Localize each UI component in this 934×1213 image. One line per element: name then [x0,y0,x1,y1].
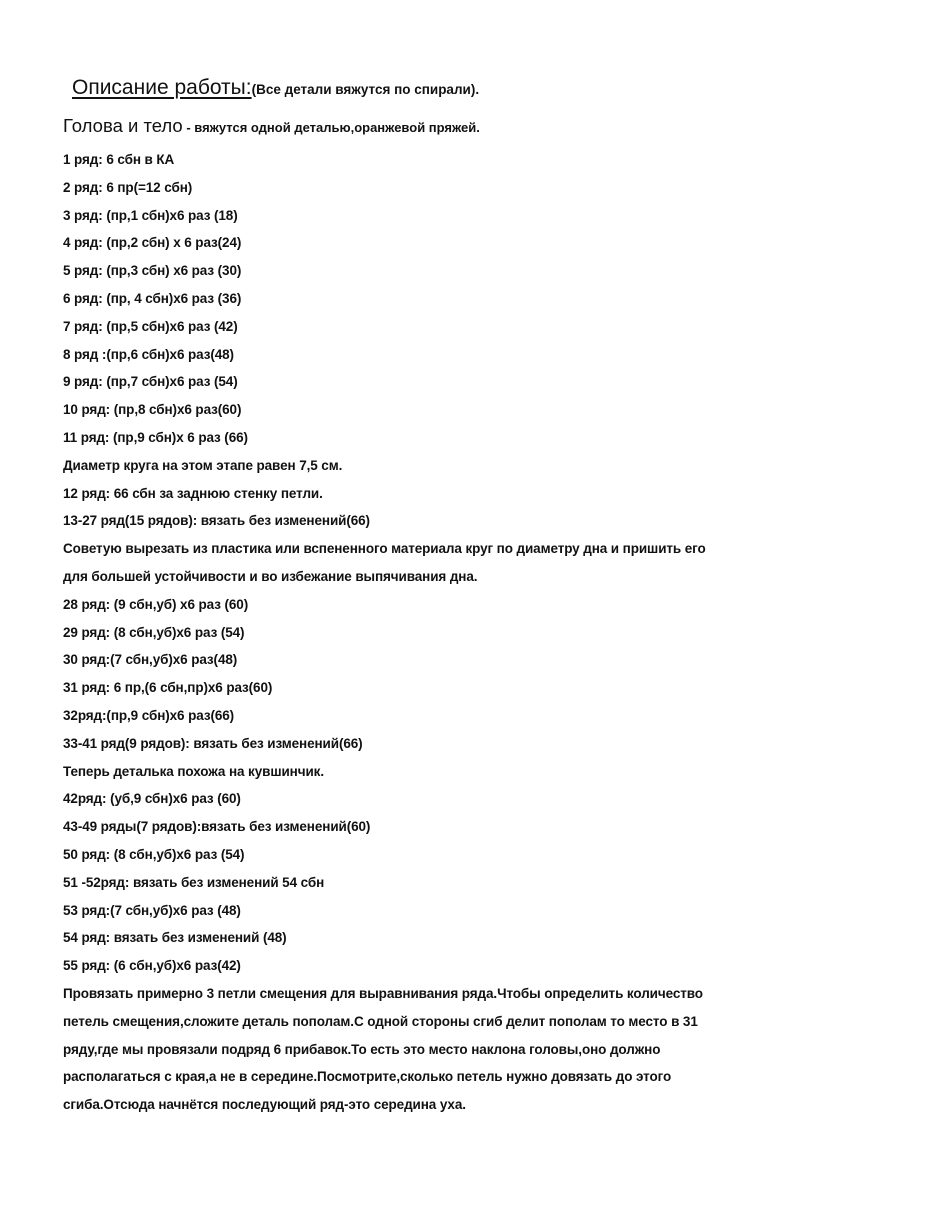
instruction-line: 4 ряд: (пр,2 сбн) х 6 раз(24) [63,235,242,251]
instruction-line: 6 ряд: (пр, 4 сбн)х6 раз (36) [63,290,242,306]
instruction-line: 30 ряд:(7 сбн,уб)х6 раз(48) [63,652,238,668]
instruction-list [63,146,883,1119]
instruction-line: 2 ряд: 6 пр(=12 сбн) [63,179,193,195]
instruction-line: 3 ряд: (пр,1 сбн)х6 раз (18) [63,207,238,223]
section-heading [63,113,480,141]
instruction-line: 50 ряд: (8 сбн,уб)х6 раз (54) [63,846,245,862]
instruction-line: 28 ряд: (9 сбн,уб) х6 раз (60) [63,596,249,612]
instruction-line: 13-27 ряд(15 рядов): вязать без изменений(66) [63,513,370,529]
instruction-line: 11 ряд: (пр,9 сбн)х 6 раз (66) [63,429,248,445]
instruction-line: Диаметр круга на этом этапе равен 7,5 см. [63,457,343,473]
instruction-line: 31 ряд: 6 пр,(6 сбн,пр)х6 раз(60) [63,680,273,696]
instruction-line: ряду,где мы провязали подряд 6 прибавок.То есть это место наклона головы,оно должно [63,1041,661,1057]
instruction-line: 5 ряд: (пр,3 сбн) х6 раз (30) [63,263,242,279]
instruction-line: 8 ряд :(пр,6 сбн)х6 раз(48) [63,346,234,362]
section-title: Голова и тело [63,115,183,136]
instruction-line: 54 ряд: вязать без изменений (48) [63,930,287,946]
instruction-line: располагаться с края,а не в середине.Посмотрите,сколько петель нужно довязать до этого [63,1069,672,1085]
instruction-line: 10 ряд: (пр,8 сбн)х6 раз(60) [63,402,242,418]
instruction-line: Теперь деталька похожа на кувшинчик. [63,763,324,779]
instruction-line: 12 ряд: 66 сбн за заднюю стенку петли. [63,485,323,501]
instruction-line: 42ряд: (уб,9 сбн)х6 раз (60) [63,791,241,807]
instruction-line: 9 ряд: (пр,7 сбн)х6 раз (54) [63,374,238,390]
heading-title: Описание работы: [72,76,252,99]
instruction-line: для большей устойчивости и во избежание выпячивания дна. [63,568,478,584]
section-note: - вяжутся одной деталью,оранжевой пряжей. [182,120,480,135]
instruction-line: 43-49 ряды(7 рядов):вязать без изменений(60) [63,819,371,835]
instruction-line: 32ряд:(пр,9 сбн)х6 раз(66) [63,707,235,723]
instruction-line: 55 ряд: (6 сбн,уб)х6 раз(42) [63,958,241,974]
instruction-line: сгиба.Отсюда начнётся последующий ряд-это середина уха. [63,1097,466,1113]
instruction-line: 1 ряд: 6 сбн в КА [63,152,175,167]
instruction-line: 29 ряд: (8 сбн,уб)х6 раз (54) [63,624,245,640]
instruction-line: петель смещения,сложите деталь пополам.С одной стороны сгиб делит пополам то место в 31 [63,1013,698,1029]
instruction-line: Провязать примерно 3 петли смещения для выравнивания ряда.Чтобы определить количество [63,985,703,1001]
instruction-line: 33-41 ряд(9 рядов): вязать без изменений(66) [63,735,363,751]
instruction-line: 53 ряд:(7 сбн,уб)х6 раз (48) [63,902,241,918]
heading-note: (Все детали вяжутся по спирали). [251,82,480,97]
instruction-line: 7 ряд: (пр,5 сбн)х6 раз (42) [63,318,238,334]
instruction-line: 51 -52ряд: вязать без изменений 54 сбн [63,874,325,890]
document-heading [72,74,479,104]
instruction-line: Советую вырезать из пластика или вспененного материала круг по диаметру дна и пришить его [63,541,706,557]
